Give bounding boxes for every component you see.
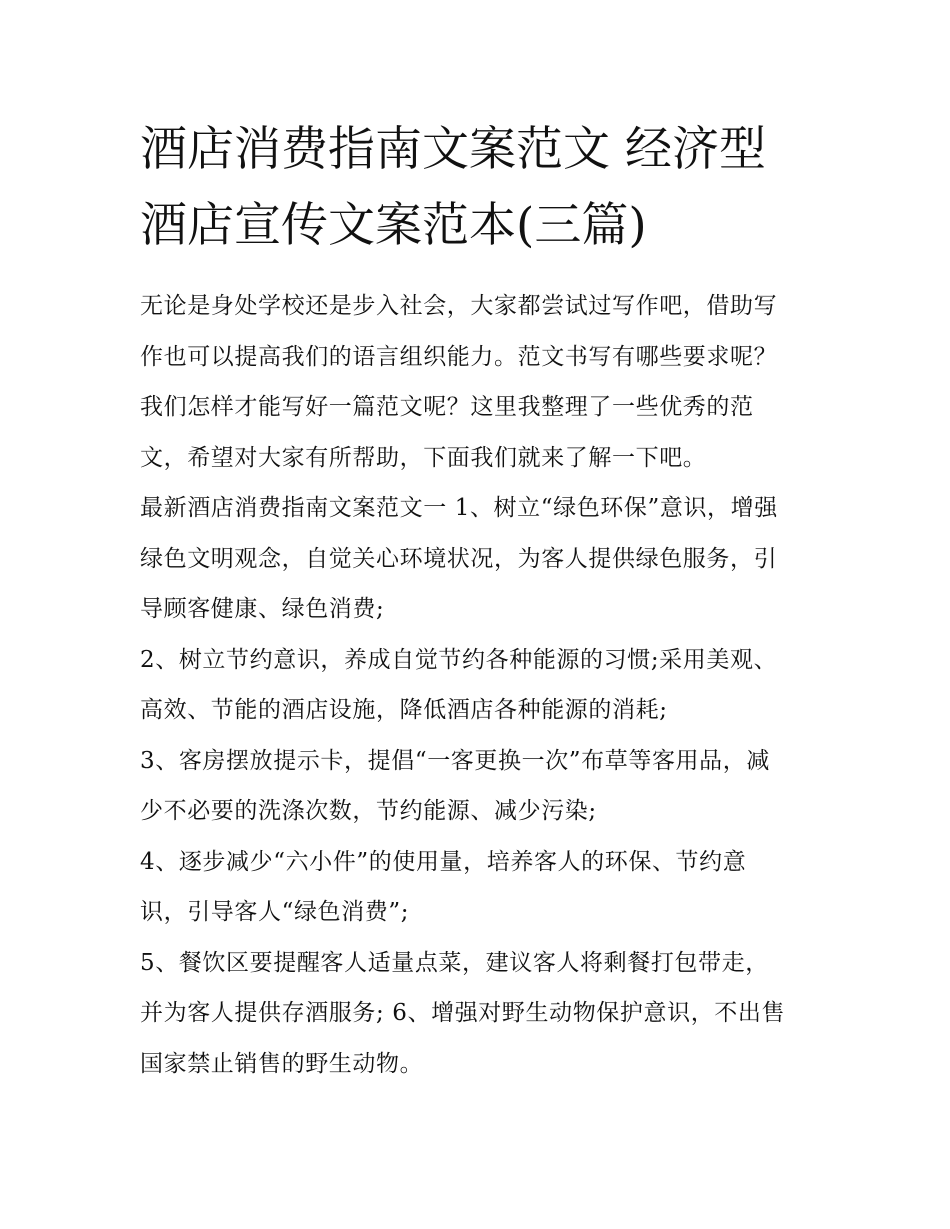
- text-line: 最新酒店消费指南文案范文一 1、树立“绿色环保”意识，增强: [140, 495, 778, 521]
- item-paragraph-4: [140, 837, 820, 938]
- text-line: 2、树立节约意识，养成自觉节约各种能源的习惯;采用美观、: [140, 646, 778, 673]
- text-line: 识，引导客人“绿色消费”;: [140, 899, 410, 925]
- text-line: 作也可以提高我们的语言组织能力。范文书写有哪些要求呢？: [140, 343, 778, 370]
- item-paragraph-1: [140, 483, 820, 635]
- item-paragraph-3: [140, 736, 820, 837]
- text-line: 导顾客健康、绿色消费;: [140, 596, 385, 622]
- text-line: 无论是身处学校还是步入社会，大家都尝试过写作吧，借助写: [140, 293, 778, 319]
- document-page: [140, 112, 820, 1089]
- intro-paragraph: [140, 281, 820, 483]
- text-line: 少不必要的洗涤次数，节约能源、减少污染;: [140, 798, 597, 824]
- text-line: 我们怎样才能写好一篇范文呢？这里我整理了一些优秀的范: [140, 394, 754, 420]
- item-paragraph-5: [140, 938, 820, 1090]
- text-line: 并为客人提供存酒服务; 6、增强对野生动物保护意识，不出售: [140, 1000, 786, 1026]
- text-line: 5、餐饮区要提醒客人适量点菜，建议客人将剩餐打包带走，: [140, 949, 769, 976]
- document-title: [140, 112, 820, 264]
- text-line: 文，希望对大家有所帮助，下面我们就来了解一下吧。: [140, 444, 707, 471]
- title-line: 酒店消费指南文案范文 经济型: [140, 122, 766, 177]
- text-line: 绿色文明观念，自觉关心环境状况，为客人提供绿色服务，引: [140, 545, 778, 572]
- document-body: [140, 281, 820, 1089]
- text-line: 4、逐步减少“六小件”的使用量，培养客人的环保、节约意: [140, 848, 747, 875]
- item-paragraph-2: [140, 635, 820, 736]
- text-line: 国家禁止销售的野生动物。: [140, 1050, 424, 1077]
- text-line: 高效、节能的酒店设施，降低酒店各种能源的消耗;: [140, 697, 668, 723]
- title-line: 酒店宣传文案范本(三篇): [140, 198, 647, 253]
- text-line: 3、客房摆放提示卡，提倡“一客更换一次”布草等客用品，减: [140, 747, 770, 774]
